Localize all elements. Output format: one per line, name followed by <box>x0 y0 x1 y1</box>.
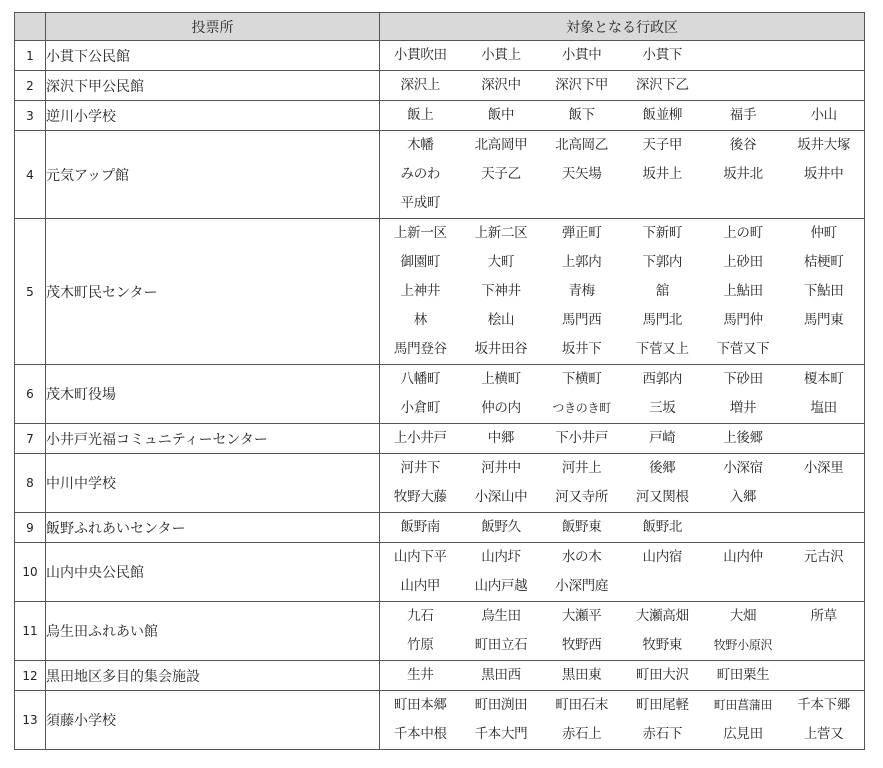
district-name: 三坂 <box>649 400 676 416</box>
district-name: 上鮎田 <box>723 283 763 299</box>
district-name: みのわ <box>400 166 441 182</box>
district-name: 坂井田谷 <box>474 341 528 357</box>
district-name: 深沢下乙 <box>635 77 689 93</box>
district-name: 河井下 <box>400 460 441 476</box>
district-cell <box>380 131 865 219</box>
district-name: 上新一区 <box>393 225 447 241</box>
district-name: 町田渕田 <box>474 697 528 713</box>
district-name: 赤石上 <box>561 726 602 742</box>
district-name: 木幡 <box>407 137 434 153</box>
district-name: 小深山中 <box>474 489 528 505</box>
table-row <box>15 131 865 219</box>
district-name: 町田尾軽 <box>635 697 689 713</box>
row-number: 4 <box>15 131 46 219</box>
district-name: 山内甲 <box>400 578 441 594</box>
row-number: 6 <box>15 365 46 424</box>
table-row <box>15 513 865 543</box>
table-row <box>15 41 865 71</box>
district-grid <box>380 365 864 423</box>
district-name: 小深門庭 <box>555 578 609 594</box>
district-cell <box>380 691 865 750</box>
district-cell <box>380 424 865 454</box>
district-name: 飯並柳 <box>642 107 683 123</box>
district-name: 上神井 <box>400 283 441 299</box>
district-name: 上横町 <box>481 371 521 387</box>
district-name: 戸崎 <box>649 430 676 446</box>
district-name: 上の町 <box>723 225 763 241</box>
district-name: 大畑 <box>729 608 757 624</box>
district-name: 千本大門 <box>474 726 528 742</box>
district-grid <box>380 101 864 130</box>
row-number: 7 <box>15 424 46 454</box>
district-name: 町田石末 <box>555 697 609 713</box>
polling-station-name: 小貫下公民館 <box>46 41 380 71</box>
district-name: 下菅又下 <box>716 341 770 357</box>
district-name: 大瀬平 <box>561 608 602 624</box>
polling-station-name: 中川中学校 <box>46 454 380 513</box>
polling-station-name: 深沢下甲公民館 <box>46 71 380 101</box>
district-name: 小山 <box>810 107 837 123</box>
district-name: 飯上 <box>407 107 434 123</box>
district-name: 天子甲 <box>642 137 683 153</box>
district-name: 黒田西 <box>481 667 521 683</box>
polling-station-name: 茂木町役場 <box>46 365 380 424</box>
district-name: 平成町 <box>400 195 441 211</box>
district-cell <box>380 365 865 424</box>
row-number: 5 <box>15 219 46 365</box>
table-row <box>15 543 865 602</box>
district-name: 馬門仲 <box>723 312 763 328</box>
district-grid <box>380 41 864 70</box>
table-row <box>15 219 865 365</box>
district-name: 下新町 <box>642 225 683 241</box>
district-name: 小貫下 <box>642 47 683 63</box>
district-name: 上菅又 <box>803 726 844 742</box>
district-name: 後郷 <box>649 460 676 476</box>
district-name: 大瀬高畑 <box>635 608 689 624</box>
district-name: 大町 <box>487 254 515 270</box>
district-name: 竹原 <box>407 637 434 653</box>
district-name: 広見田 <box>723 726 763 742</box>
district-name: 町田立石 <box>474 637 528 653</box>
table-row <box>15 101 865 131</box>
polling-station-name: 逆川小学校 <box>46 101 380 131</box>
district-name: 山内仲 <box>723 549 763 565</box>
district-name: 舘 <box>655 283 669 299</box>
polling-station-name: 山内中央公民館 <box>46 543 380 602</box>
table-row <box>15 71 865 101</box>
district-cell <box>380 41 865 71</box>
header-station: 投票所 <box>46 13 380 41</box>
district-name: 河又関根 <box>635 489 689 505</box>
district-name: 深沢下甲 <box>555 77 609 93</box>
district-name: 坂井大塚 <box>797 137 851 153</box>
district-name: 天矢場 <box>561 166 602 182</box>
polling-station-table <box>14 12 865 750</box>
district-name: 山内宿 <box>642 549 683 565</box>
district-name: 西郭内 <box>642 371 683 387</box>
district-name: 馬門東 <box>803 312 844 328</box>
district-name: 小貫中 <box>561 47 602 63</box>
district-name: 馬門登谷 <box>393 341 447 357</box>
district-name: つきのき町 <box>552 401 611 415</box>
district-cell <box>380 219 865 365</box>
table-row <box>15 424 865 454</box>
district-name: 小貫上 <box>481 47 521 63</box>
district-name: 水の木 <box>561 549 602 565</box>
district-name: 下鮎田 <box>803 283 844 299</box>
district-name: 榎本町 <box>803 371 844 387</box>
district-name: 馬門西 <box>561 312 602 328</box>
district-name: 町田大沢 <box>635 667 689 683</box>
district-name: 飯野南 <box>400 519 441 535</box>
district-name: 天子乙 <box>481 166 521 182</box>
district-name: 北高岡甲 <box>474 137 528 153</box>
row-number: 9 <box>15 513 46 543</box>
row-number: 3 <box>15 101 46 131</box>
district-cell <box>380 513 865 543</box>
district-name: 仲町 <box>810 225 837 241</box>
district-name: 河井中 <box>481 460 521 476</box>
district-grid <box>380 71 864 100</box>
district-name: 飯中 <box>487 107 515 123</box>
district-grid <box>380 513 864 542</box>
district-name: 山内下平 <box>393 549 447 565</box>
district-name: 塩田 <box>810 400 837 416</box>
district-cell <box>380 661 865 691</box>
table-row <box>15 661 865 691</box>
district-name: 河又寺所 <box>555 489 609 505</box>
district-name: 福手 <box>729 107 757 123</box>
district-name: 飯野東 <box>561 519 602 535</box>
district-name: 山内圷 <box>481 549 521 565</box>
district-name: 上砂田 <box>723 254 763 270</box>
district-name: 黒田東 <box>561 667 602 683</box>
row-number: 8 <box>15 454 46 513</box>
row-number: 1 <box>15 41 46 71</box>
table-row <box>15 454 865 513</box>
district-name: 牧野東 <box>642 637 683 653</box>
district-name: 下横町 <box>561 371 602 387</box>
polling-station-name: 飯野ふれあいセンター <box>46 513 380 543</box>
district-name: 北高岡乙 <box>555 137 609 153</box>
district-grid <box>380 691 864 749</box>
row-number: 12 <box>15 661 46 691</box>
polling-station-name: 小井戸光福コミュニティーセンター <box>46 424 380 454</box>
header-districts: 対象となる行政区 <box>380 13 865 41</box>
district-name: 中郷 <box>487 430 515 446</box>
table-header-row <box>15 13 865 41</box>
district-name: 上後郷 <box>723 430 763 446</box>
district-name: 桔梗町 <box>803 254 844 270</box>
district-name: 坂井北 <box>723 166 763 182</box>
district-name: 上新二区 <box>474 225 528 241</box>
district-cell <box>380 543 865 602</box>
polling-station-name: 黒田地区多目的集会施設 <box>46 661 380 691</box>
district-name: 山内戸越 <box>474 578 528 594</box>
district-grid <box>380 219 864 364</box>
district-name: 町田本郷 <box>393 697 447 713</box>
district-name: 坂井下 <box>561 341 602 357</box>
district-name: 下小井戸 <box>555 430 609 446</box>
district-grid <box>380 602 864 660</box>
district-name: 町田栗生 <box>716 667 770 683</box>
district-name: 牧野小原沢 <box>713 638 773 652</box>
district-name: 御園町 <box>400 254 441 270</box>
polling-station-name: 元気アップ館 <box>46 131 380 219</box>
table-row <box>15 365 865 424</box>
district-name: 仲の内 <box>481 400 521 416</box>
district-name: 上郭内 <box>561 254 602 270</box>
district-name: 牧野西 <box>561 637 602 653</box>
district-name: 深沢中 <box>481 77 521 93</box>
district-name: 馬門北 <box>642 312 683 328</box>
polling-station-name: 茂木町民センター <box>46 219 380 365</box>
district-name: 小倉町 <box>400 400 441 416</box>
district-name: 飯下 <box>568 107 595 123</box>
district-cell <box>380 101 865 131</box>
district-name: 赤石下 <box>642 726 683 742</box>
district-grid <box>380 454 864 512</box>
district-name: 下郭内 <box>642 254 683 270</box>
polling-station-name: 烏生田ふれあい館 <box>46 602 380 661</box>
district-name: 小深里 <box>803 460 844 476</box>
district-name: 深沢上 <box>400 77 441 93</box>
row-number: 10 <box>15 543 46 602</box>
district-cell <box>380 602 865 661</box>
district-name: 元古沢 <box>803 549 844 565</box>
district-grid <box>380 661 864 690</box>
district-grid <box>380 131 864 218</box>
district-name: 上小井戸 <box>393 430 447 446</box>
district-name: 弾正町 <box>561 225 602 241</box>
row-number: 11 <box>15 602 46 661</box>
district-cell <box>380 454 865 513</box>
row-number: 13 <box>15 691 46 750</box>
district-name: 所草 <box>810 608 837 624</box>
district-name: 坂井中 <box>803 166 844 182</box>
district-grid <box>380 543 864 601</box>
district-name: 九石 <box>407 608 434 624</box>
district-grid <box>380 424 864 453</box>
district-name: 飯野久 <box>481 519 521 535</box>
district-name: 千本下郷 <box>797 697 851 713</box>
district-name: 小深宿 <box>723 460 763 476</box>
district-name: 林 <box>413 312 427 328</box>
polling-station-name: 須藤小学校 <box>46 691 380 750</box>
district-cell <box>380 71 865 101</box>
header-num <box>15 13 46 41</box>
district-name: 千本中根 <box>393 726 447 742</box>
district-name: 増井 <box>729 400 757 416</box>
table-row <box>15 602 865 661</box>
district-name: 青梅 <box>568 283 595 299</box>
district-name: 坂井上 <box>642 166 683 182</box>
district-name: 八幡町 <box>400 371 441 387</box>
district-name: 飯野北 <box>642 519 683 535</box>
district-name: 牧野大藤 <box>393 489 447 505</box>
district-name: 下神井 <box>481 283 521 299</box>
district-name: 生井 <box>407 667 434 683</box>
district-name: 下砂田 <box>723 371 763 387</box>
district-name: 桧山 <box>487 312 515 328</box>
district-name: 後谷 <box>729 137 757 153</box>
district-name: 小貫吹田 <box>393 47 447 63</box>
district-name: 入郷 <box>729 489 757 505</box>
district-name: 河井上 <box>561 460 602 476</box>
district-name: 烏生田 <box>481 608 521 624</box>
district-name: 町田菖蒲田 <box>713 698 773 712</box>
table-row <box>15 691 865 750</box>
district-name: 下菅又上 <box>635 341 689 357</box>
row-number: 2 <box>15 71 46 101</box>
